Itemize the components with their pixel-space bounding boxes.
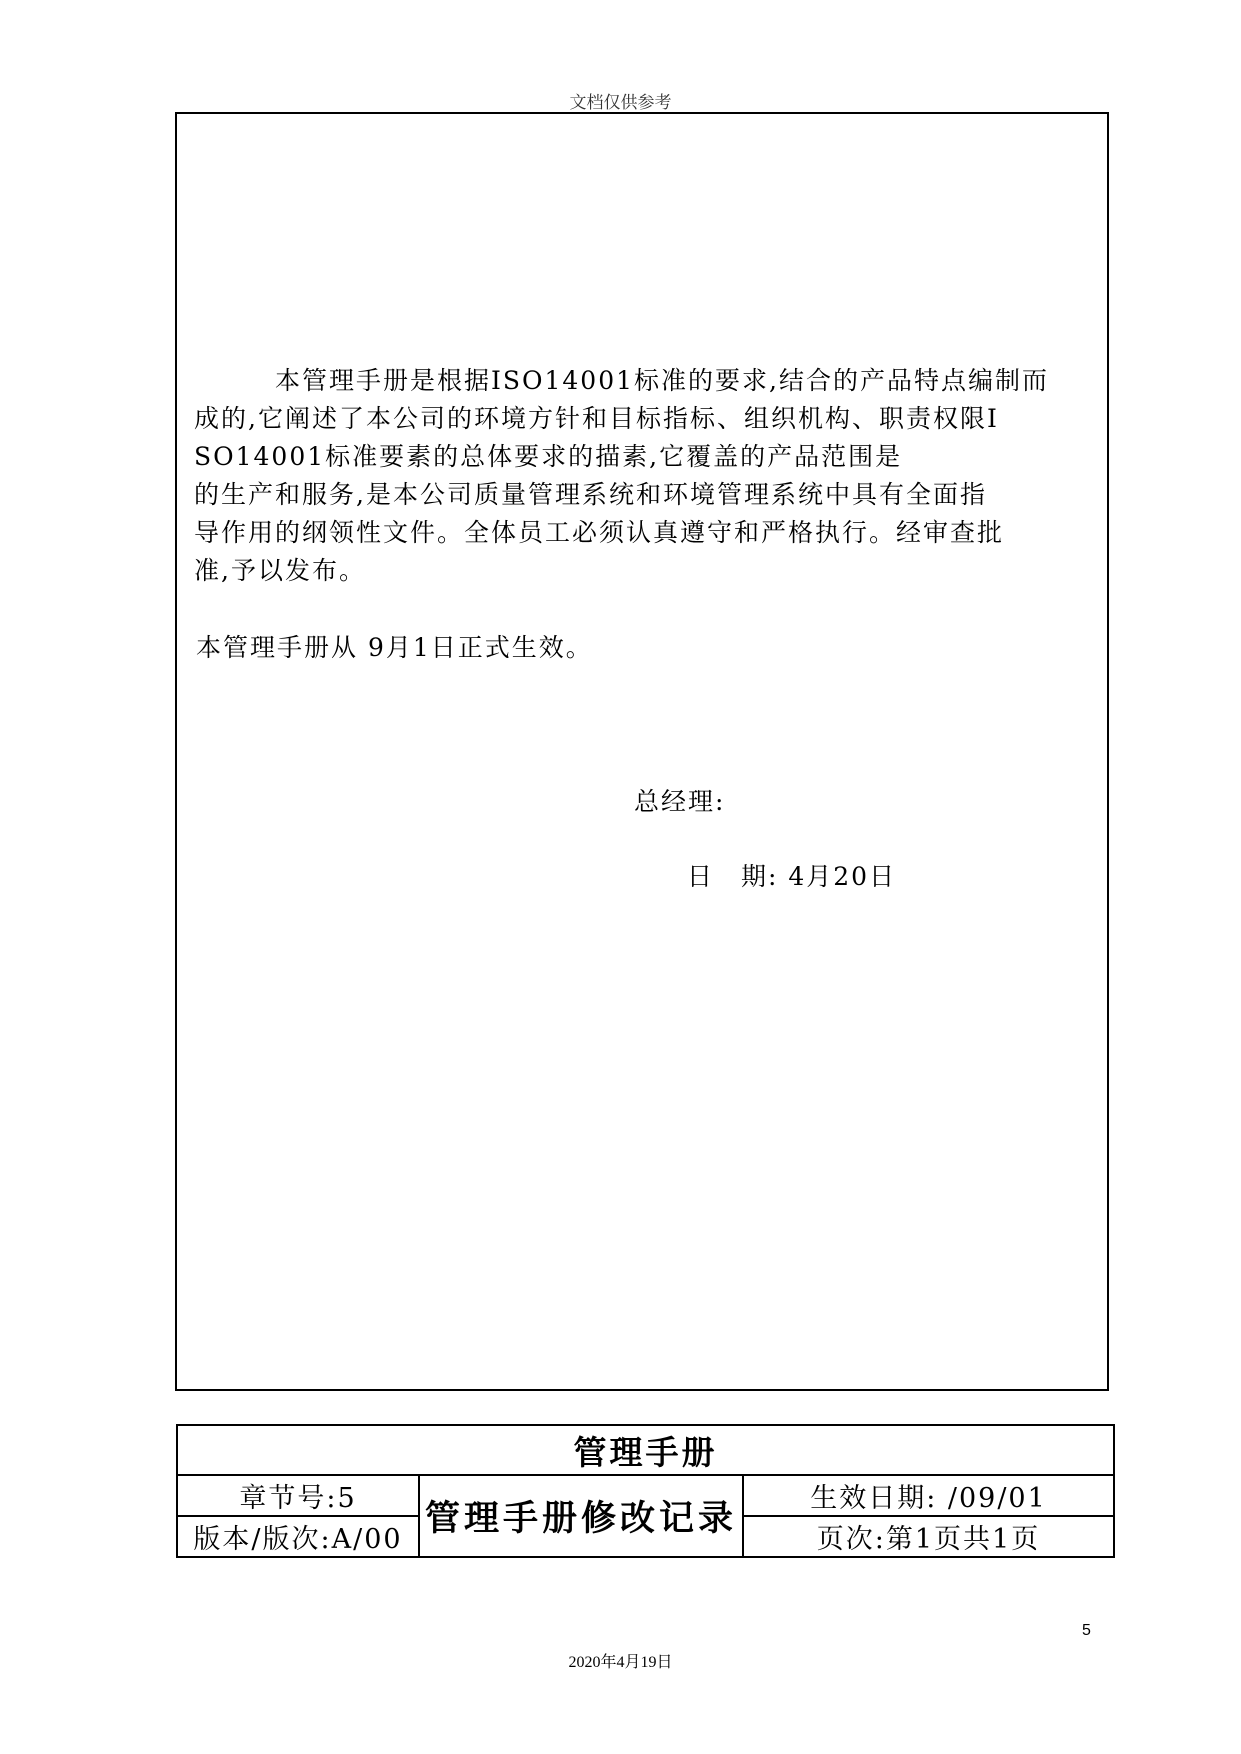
page-info: 页次:第1页共1页: [743, 1516, 1114, 1557]
footer-date: 2020年4月19日: [568, 1654, 673, 1671]
version-number: 版本/版次:A/00: [177, 1516, 419, 1557]
effective-date: 生效日期: /09/01: [743, 1475, 1114, 1516]
manual-title: 管理手册: [177, 1425, 1114, 1475]
content-frame: [175, 112, 1109, 1391]
chapter-number: 章节号:5: [177, 1475, 419, 1516]
date-line: 日 期: 4月20日: [687, 862, 897, 891]
general-manager-label: 总经理:: [634, 787, 726, 816]
body-paragraph: 本管理手册是根据ISO14001标准的要求,结合的产品特点编制而 成的,它阐述了本公司的环境方针和目标指标、组织机构、职责权限I SO14001标准要素的总体要求的描素,它覆盖的产品范围是 的生产和服务,是本公司质量管理系统和环境管理系统中具有全面指 导作用的纲领性文件。全体员工必须认真遵守和严格执行。经审查批 准,予以发布。: [194, 366, 1049, 585]
header-note: 文档仅供参考: [569, 93, 672, 113]
document-control-table: [176, 1424, 1115, 1558]
effective-statement: 本管理手册从 9月1日正式生效。: [196, 633, 593, 662]
revision-record-title: 管理手册修改记录: [419, 1475, 743, 1557]
page-number: 5: [1082, 1622, 1091, 1639]
